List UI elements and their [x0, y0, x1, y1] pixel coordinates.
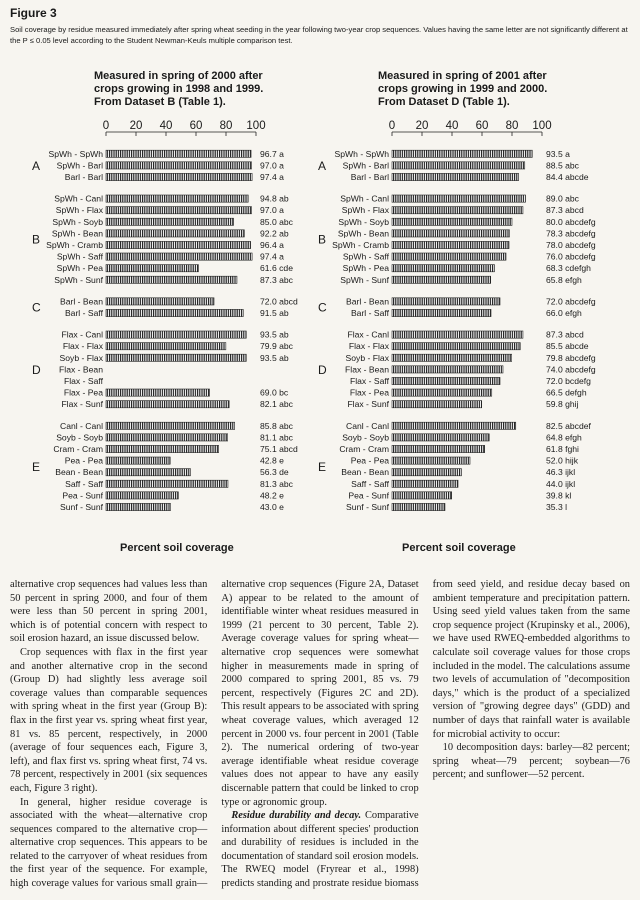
category-label: SpWh - Sunf — [54, 274, 103, 285]
bar-chart-2001 — [316, 68, 616, 538]
x-tick-label: 40 — [159, 120, 173, 132]
category-label: Flax - Bean — [345, 364, 389, 375]
category-label: Cram - Cram — [53, 444, 103, 454]
x-axis-label: Percent soil coverage — [120, 542, 234, 554]
category-label: Pea - Sunf — [62, 490, 103, 501]
data-label: 93.5 a — [546, 148, 570, 159]
category-label: SpWh - Bean — [337, 228, 389, 239]
data-label: 91.5 ab — [260, 308, 289, 318]
x-tick-label: 0 — [102, 120, 110, 132]
data-label: 79.9 abc — [260, 341, 293, 352]
data-label: 35.3 l — [546, 502, 568, 512]
category-label: Sunf - Sunf — [346, 502, 389, 512]
bar — [392, 241, 509, 248]
bar-chart-2000 — [10, 68, 310, 538]
category-label: Saff - Saff — [351, 478, 389, 489]
data-label: 81.1 abc — [260, 432, 293, 443]
bar — [106, 230, 244, 237]
bar — [392, 195, 526, 202]
x-tick-label: 20 — [129, 120, 143, 132]
group-label: E — [32, 459, 41, 474]
bar — [106, 265, 198, 272]
category-label: Soyb - Soyb — [342, 432, 389, 443]
x-tick-label: 40 — [445, 120, 459, 132]
category-label: Barl - Bean — [60, 296, 103, 307]
bar — [106, 207, 252, 214]
data-label: 81.3 abc — [260, 478, 293, 489]
data-label: 61.8 fghi — [546, 444, 579, 454]
bar — [392, 377, 500, 384]
category-label: Flax - Canl — [347, 329, 389, 340]
category-label: Flax - Flax — [348, 341, 389, 352]
data-label: 97.4 a — [260, 251, 284, 262]
figure-label: Figure 3 — [10, 6, 57, 20]
category-label: Barl - Saff — [350, 308, 389, 318]
data-label: 79.8 abcdefg — [546, 352, 596, 363]
x-tick-label: 20 — [415, 120, 429, 132]
category-label: Saff - Saff — [65, 478, 103, 489]
chart-title: Measured in spring of 2000 after crops growing in 1998 and 1999. From Dataset B (Table 1). — [94, 70, 264, 108]
data-label: 39.8 kl — [546, 490, 572, 501]
group-label: A — [32, 158, 41, 173]
bar — [106, 434, 228, 441]
x-tick-label: 80 — [505, 120, 519, 132]
category-label: SpWh - Bean — [51, 228, 103, 239]
data-label: 97.0 a — [260, 160, 284, 171]
data-label: 87.3 abc — [260, 274, 293, 285]
data-label: 94.8 ab — [260, 193, 289, 204]
data-label: 78.3 abcdefg — [546, 228, 596, 239]
category-label: SpWh - Saff — [56, 251, 103, 262]
data-label: 97.0 a — [260, 205, 284, 216]
bar — [392, 469, 461, 476]
data-label: 46.3 ijkl — [546, 467, 576, 478]
category-label: Canl - Canl — [346, 420, 389, 431]
category-label: SpWh - Cramb — [46, 240, 103, 250]
paragraph-text: Comparative information about different species' production and durability of residues is included in the documentation of standard soil erosion models. The RWEQ model (Fryrear et al., 1998) predicts standing and prostrate residue biomass from seed yield, and residue decay based on ambient temperature and precipitation pattern. Using seed yield values taken from the same crop sequence project (Krupinsky et al., 2006), we have used RWEQ-embedded algorithms to calculate soil coverage values for those crops included in the model. The calculations assume two levels of accumulation of "decomposition days," which is the product of a specialized version of "growing degree days" (GDD) and number of days that rainfall water is available for microbial activity to occur: — [221, 579, 630, 890]
data-label: 92.2 ab — [260, 228, 289, 239]
body-paragraph: In general, higher residue coverage is associated with the wheat—alternative crop sequences compared to the alternative crop—alternative crop sequences. This appears to be related to the carryover of wheat residues from the first year of the sequence. For example, high coverage values for various small grain—alternative crop sequences (Figure 2A, Dataset A) appear to be related to the amount of identifiable winter wheat residues measured in 1999 (21 percent to 30 percent, Table 2). Average coverage values for spring wheat—alternative crop sequences were somewhat higher in measurements made in spring of 2000 compared to spring 2001, 85 vs. 79 percent, respectively (Figures 2C and 2D). This result appears to be associated with spring wheat coverage values, which averaged 12 percent in 2000 vs. four percent in 2001 (Table 2). The numerical ordering of two-year average identifiable wheat residue coverage values does not appear to have any easily discernable pattern that could be linked to crop type or agronomic group. — [10, 579, 419, 890]
bar — [106, 253, 252, 260]
data-label: 74.0 abcdefg — [546, 364, 596, 375]
category-label: SpWh - Flax — [55, 205, 103, 216]
category-label: Barl - Saff — [64, 308, 103, 318]
data-label: 65.8 efgh — [546, 274, 582, 285]
category-label: SpWh - Canl — [340, 193, 389, 204]
category-label: Soyb - Flax — [59, 352, 103, 363]
data-label: 52.0 hijk — [546, 455, 579, 466]
category-label: Pea - Pea — [64, 455, 103, 466]
category-label: SpWh - Barl — [342, 160, 389, 171]
bar — [392, 445, 485, 452]
bar — [106, 195, 248, 202]
data-label: 85.0 abc — [260, 216, 293, 227]
bar — [106, 241, 251, 248]
data-label: 80.0 abcdefg — [546, 216, 596, 227]
body-paragraph: Crop sequences with flax in the first year and another alternative crop in the second (Group D) had slightly less average soil coverage values than comparable sequences with spring wheat in the first year (Group B): flax in the first year vs. spring wheat first year, 81 vs. 85 percent, respectively, in 2000 (average of four sequences each, Figure 3, left), and flax first vs. spring wheat first, 74 vs. 78 percent, respectively in 2001 (six sequences each, Figure 3 right). — [10, 646, 208, 794]
bar — [106, 457, 170, 464]
category-label: SpWh - SpWh — [334, 148, 389, 159]
category-label: Cram - Cram — [339, 444, 389, 454]
group-label: C — [318, 300, 327, 315]
bar — [392, 253, 506, 260]
bar — [106, 354, 246, 361]
category-label: Flax - Saff — [349, 376, 389, 386]
category-label: SpWh - Barl — [56, 160, 103, 171]
bar — [392, 309, 491, 316]
category-label: Flax - Canl — [61, 329, 103, 340]
chart-panel-2000 — [10, 68, 310, 568]
category-label: Flax - Sunf — [61, 399, 103, 410]
data-label: 93.5 ab — [260, 329, 289, 340]
bar — [106, 331, 246, 338]
data-label: 97.4 a — [260, 172, 284, 182]
category-label: Barl - Barl — [350, 172, 389, 182]
bar — [392, 401, 482, 408]
bar — [392, 207, 523, 214]
group-label: D — [32, 362, 41, 377]
category-label: Canl - Canl — [60, 420, 103, 431]
data-label: 76.0 abcdefg — [546, 251, 596, 262]
bar — [106, 469, 190, 476]
bar — [392, 480, 458, 487]
bar — [392, 162, 525, 169]
bar — [106, 218, 234, 225]
group-label: D — [318, 362, 327, 377]
data-label: 64.8 efgh — [546, 432, 582, 443]
data-label: 42.8 e — [260, 455, 284, 466]
data-label: 93.5 ab — [260, 352, 289, 363]
category-label: SpWh - Saff — [342, 251, 389, 262]
data-label: 75.1 abcd — [260, 444, 298, 454]
data-label: 96.7 a — [260, 148, 284, 159]
category-label: Flax - Sunf — [347, 399, 389, 410]
category-label: Soyb - Flax — [345, 352, 389, 363]
data-label: 59.8 ghij — [546, 399, 579, 410]
group-label: E — [318, 459, 327, 474]
bar — [392, 173, 519, 180]
bar — [392, 366, 503, 373]
category-label: SpWh - Pea — [56, 263, 103, 274]
bar — [106, 422, 235, 429]
category-label: SpWh - Sunf — [340, 274, 389, 285]
bar — [392, 492, 452, 499]
data-label: 78.0 abcdefg — [546, 240, 596, 250]
category-label: SpWh - Soyb — [52, 216, 103, 227]
bar — [106, 309, 243, 316]
data-label: 72.0 bcdefg — [546, 376, 591, 386]
bar — [392, 298, 500, 305]
bar — [106, 343, 226, 350]
x-tick-label: 0 — [388, 120, 396, 132]
category-label: Bean - Bean — [55, 467, 103, 478]
article-body — [10, 578, 630, 896]
group-label: A — [318, 158, 327, 173]
data-label: 82.1 abc — [260, 399, 293, 410]
category-label: Flax - Flax — [62, 341, 103, 352]
figure-caption: Soil coverage by residue measured immediately after spring wheat seeding in the year following two-year crop sequences. Values having the same letter are not significantly different at the P ≤ 0.05 level according to the Student Newman-Keuls multiple comparison test. — [10, 25, 628, 45]
data-label: 66.5 defgh — [546, 387, 587, 398]
data-label: 66.0 efgh — [546, 308, 582, 318]
category-label: Barl - Barl — [64, 172, 103, 182]
chart-title: Measured in spring of 2001 after crops growing in 1999 and 2000. From Dataset D (Table 1). — [378, 70, 548, 108]
data-label: 89.0 abc — [546, 193, 579, 204]
category-label: SpWh - Cramb — [332, 240, 389, 250]
data-label: 96.4 a — [260, 240, 284, 250]
data-label: 84.4 abcde — [546, 172, 589, 182]
x-tick-label: 60 — [189, 120, 203, 132]
category-label: Pea - Pea — [350, 455, 389, 466]
data-label: 85.5 abcde — [546, 341, 589, 352]
bar — [106, 503, 171, 510]
data-label: 72.0 abcdefg — [546, 296, 596, 307]
bar — [106, 389, 210, 396]
bar — [392, 457, 470, 464]
category-label: Flax - Pea — [63, 387, 103, 398]
bar — [106, 401, 229, 408]
x-tick-label: 100 — [532, 120, 552, 132]
bar — [106, 480, 228, 487]
data-label: 85.8 abc — [260, 420, 293, 431]
bar — [392, 230, 509, 237]
category-label: Flax - Pea — [349, 387, 389, 398]
category-label: Bean - Bean — [341, 467, 389, 478]
bar — [106, 492, 178, 499]
data-label: 72.0 abcd — [260, 296, 298, 307]
data-label: 44.0 ijkl — [546, 478, 576, 489]
bar — [106, 173, 252, 180]
x-tick-label: 100 — [246, 120, 266, 132]
category-label: SpWh - SpWh — [48, 148, 103, 159]
data-label: 68.3 cdefgh — [546, 263, 591, 274]
category-label: Pea - Sunf — [348, 490, 389, 501]
bar — [392, 276, 491, 283]
bar — [392, 389, 492, 396]
category-label: Flax - Saff — [63, 376, 103, 386]
x-tick-label: 60 — [475, 120, 489, 132]
x-axis-label: Percent soil coverage — [402, 542, 516, 554]
data-label: 43.0 e — [260, 502, 284, 512]
data-label: 56.3 de — [260, 467, 289, 478]
bar — [392, 503, 445, 510]
group-label: C — [32, 300, 41, 315]
category-label: SpWh - Soyb — [338, 216, 389, 227]
bar — [392, 354, 512, 361]
body-paragraph: alternative crop sequences had values less than 50 percent in spring 2000, and four of them were less than 50 percent in spring 2001, which is of potential concern with respect to soil erosion hazard, an issue discussed below. — [10, 579, 208, 645]
bar — [106, 162, 252, 169]
bar — [106, 298, 214, 305]
bar — [392, 218, 512, 225]
chart-panel-2001 — [316, 68, 616, 568]
data-label: 87.3 abcd — [546, 329, 584, 340]
category-label: SpWh - Canl — [54, 193, 103, 204]
x-tick-label: 80 — [219, 120, 233, 132]
bar — [392, 265, 494, 272]
data-label: 87.3 abcd — [546, 205, 584, 216]
bar — [392, 343, 520, 350]
bar — [106, 445, 219, 452]
group-label: B — [32, 232, 41, 247]
data-label: 69.0 bc — [260, 387, 289, 398]
bar — [392, 331, 523, 338]
section-run-in-heading: Residue durability and decay. — [231, 810, 362, 822]
data-label: 88.5 abc — [546, 160, 579, 171]
body-paragraph: 10 decomposition days: barley—82 percent; spring wheat—79 percent; soybean—76 percent; and sunflower—52 percent. — [432, 742, 630, 781]
data-label: 48.2 e — [260, 490, 284, 501]
bar — [392, 150, 532, 157]
data-label: 61.6 cde — [260, 263, 293, 274]
category-label: SpWh - Pea — [342, 263, 389, 274]
category-label: Barl - Bean — [346, 296, 389, 307]
category-label: Sunf - Sunf — [60, 502, 103, 512]
bar — [392, 422, 516, 429]
category-label: Flax - Bean — [59, 364, 103, 375]
bar — [106, 276, 237, 283]
category-label: Soyb - Soyb — [56, 432, 103, 443]
bar — [392, 434, 489, 441]
data-label: 82.5 abcdef — [546, 420, 591, 431]
category-label: SpWh - Flax — [341, 205, 389, 216]
bar — [106, 150, 251, 157]
group-label: B — [318, 232, 327, 247]
